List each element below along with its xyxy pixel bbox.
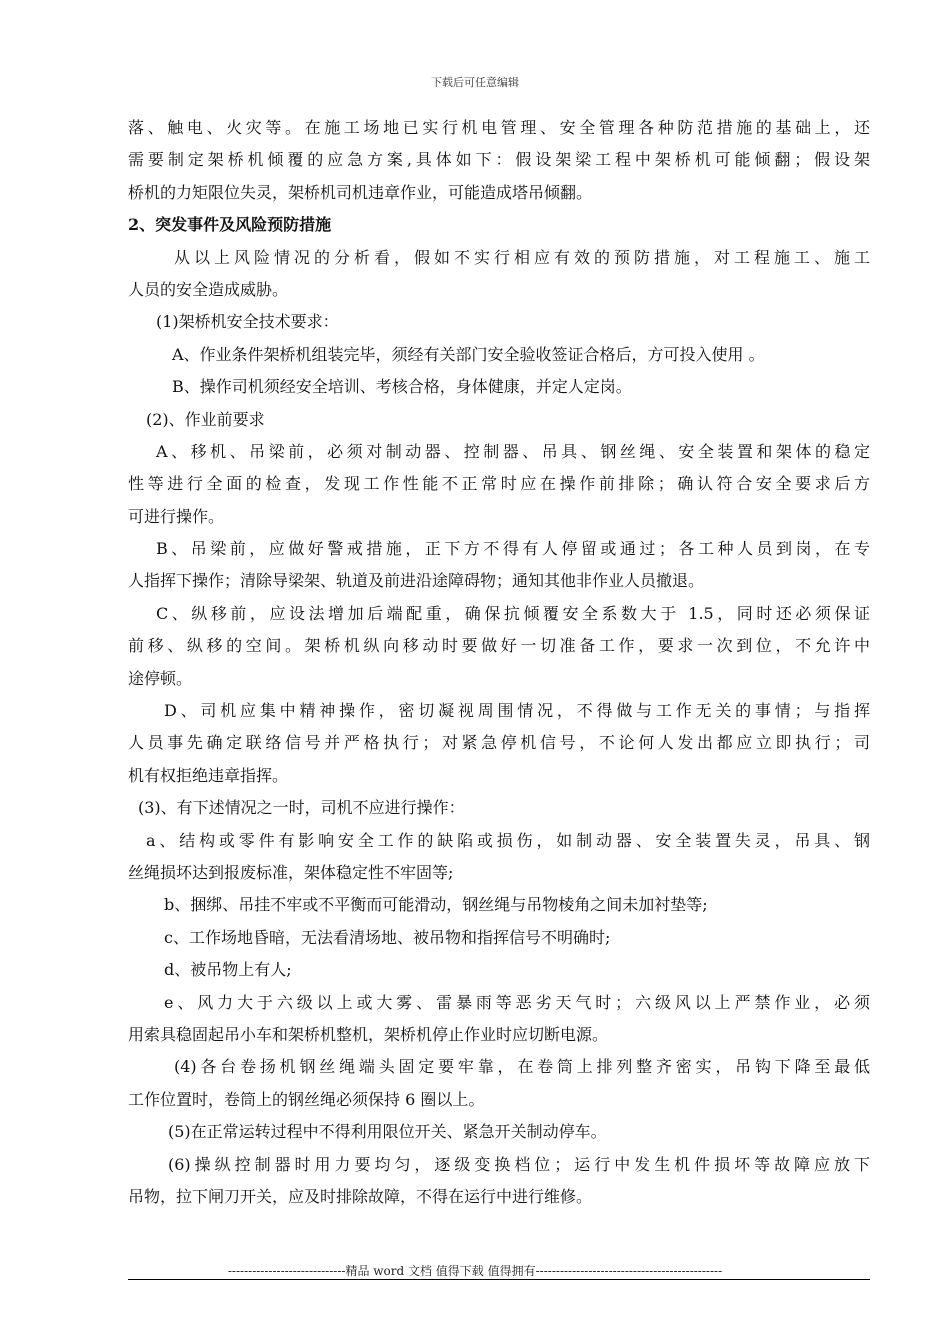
subsection-heading: (2)、作业前要求 bbox=[146, 409, 265, 429]
body-line: 吊物，拉下闸刀开关，应及时排除故障，不得在运行中进行维修。 bbox=[128, 1186, 593, 1206]
body-line: D、司机应集中精神操作，密切凝视周围情况，不得做与工作无关的事情；与指挥 bbox=[164, 701, 870, 721]
body-line: 性等进行全面的检查，发现工作性能不正常时应在操作前排除；确认符合安全要求后方 bbox=[128, 474, 870, 494]
body-line: d、被吊物上有人; bbox=[164, 960, 292, 980]
body-line: 需要制定架桥机倾覆的应急方案,具体如下：假设架梁工程中架桥机可能倾翻；假设架 bbox=[128, 150, 870, 170]
body-line: a、结构或零件有影响安全工作的缺陷或损伤，如制动器、安全装置失灵，吊具、钢 bbox=[146, 830, 870, 850]
body-line: b、捆绑、吊挂不牢或不平衡而可能滑动，钢丝绳与吊物棱角之间未加衬垫等; bbox=[164, 895, 708, 915]
body-line: (4)各台卷扬机钢丝绳端头固定要牢靠，在卷筒上排列整齐密实，吊钩下降至最低 bbox=[174, 1057, 870, 1077]
section-heading: 2、突发事件及风险预防措施 bbox=[128, 215, 332, 235]
footer-divider bbox=[128, 1279, 870, 1280]
body-line: 人指挥下操作；清除导梁架、轨道及前进沿途障碍物；通知其他非作业人员撤退。 bbox=[128, 571, 705, 591]
subsection-heading: (1)架桥机安全技术要求： bbox=[156, 312, 339, 332]
page-footer: -----------------------------精品 word 文档 值得下载 值得拥有---------------------------------------------- bbox=[227, 1264, 723, 1278]
body-line: 途停顿。 bbox=[128, 668, 193, 688]
body-line: C、纵移前，应设法增加后端配重，确保抗倾覆安全系数大于 1.5，同时还必须保证 bbox=[156, 603, 870, 623]
body-line: 用索具稳固起吊小车和架桥机整机，架桥机停止作业时应切断电源。 bbox=[128, 1024, 609, 1044]
body-line: e、风力大于六级以上或大雾、雷暴雨等恶劣天气时；六级风以上严禁作业，必须 bbox=[164, 992, 870, 1012]
body-line: B、操作司机须经安全培训、考核合格，身体健康，并定人定岗。 bbox=[172, 377, 632, 397]
body-line: 从以上风险情况的分析看，假如不实行相应有效的预防措施，对工程施工、施工 bbox=[174, 247, 870, 267]
body-line: 人员事先确定联络信号并严格执行；对紧急停机信号，不论何人发出都应立即执行；司 bbox=[128, 733, 870, 753]
body-line: 前移、纵移的空间。架桥机纵向移动时要做好一切准备工作，要求一次到位，不允许中 bbox=[128, 636, 870, 656]
body-line: A、移机、吊梁前，必须对制动器、控制器、吊具、钢丝绳、安全装置和架体的稳定 bbox=[156, 441, 870, 461]
body-line: (6)操纵控制器时用力要均匀，逐级变换档位；运行中发生机件损坏等故障应放下 bbox=[168, 1154, 870, 1174]
document-body bbox=[128, 112, 870, 1213]
body-line: 可进行操作。 bbox=[128, 506, 225, 526]
body-line: 机有权拒绝违章指挥。 bbox=[128, 765, 289, 785]
body-line: 人员的安全造成威胁。 bbox=[128, 279, 289, 299]
subsection-heading: (3)、有下述情况之一时，司机不应进行操作： bbox=[138, 798, 465, 818]
body-line: 工作位置时，卷筒上的钢丝绳必须保持 6 圈以上。 bbox=[128, 1089, 485, 1109]
body-line: c、工作场地昏暗，无法看清场地、被吊物和指挥信号不明确时; bbox=[164, 927, 611, 947]
body-line: B、吊梁前，应做好警戒措施，正下方不得有人停留或通过；各工种人员到岗，在专 bbox=[156, 539, 870, 559]
body-line: 桥机的力矩限位失灵，架桥机司机违章作业，可能造成塔吊倾翻。 bbox=[128, 182, 593, 202]
page-header: 下载后可任意编辑 bbox=[431, 76, 519, 89]
body-line: 落、触电、火灾等。在施工场地已实行机电管理、安全管理各种防范措施的基础上，还 bbox=[128, 118, 870, 137]
body-line: A、作业条件架桥机组装完毕，须经有关部门安全验收签证合格后，方可投入使用 。 bbox=[172, 344, 765, 364]
body-line: 丝绳损坏达到报废标准，架体稳定性不牢固等; bbox=[128, 862, 454, 882]
body-line: (5)在正常运转过程中不得利用限位开关、紧急开关制动停车。 bbox=[168, 1122, 607, 1142]
